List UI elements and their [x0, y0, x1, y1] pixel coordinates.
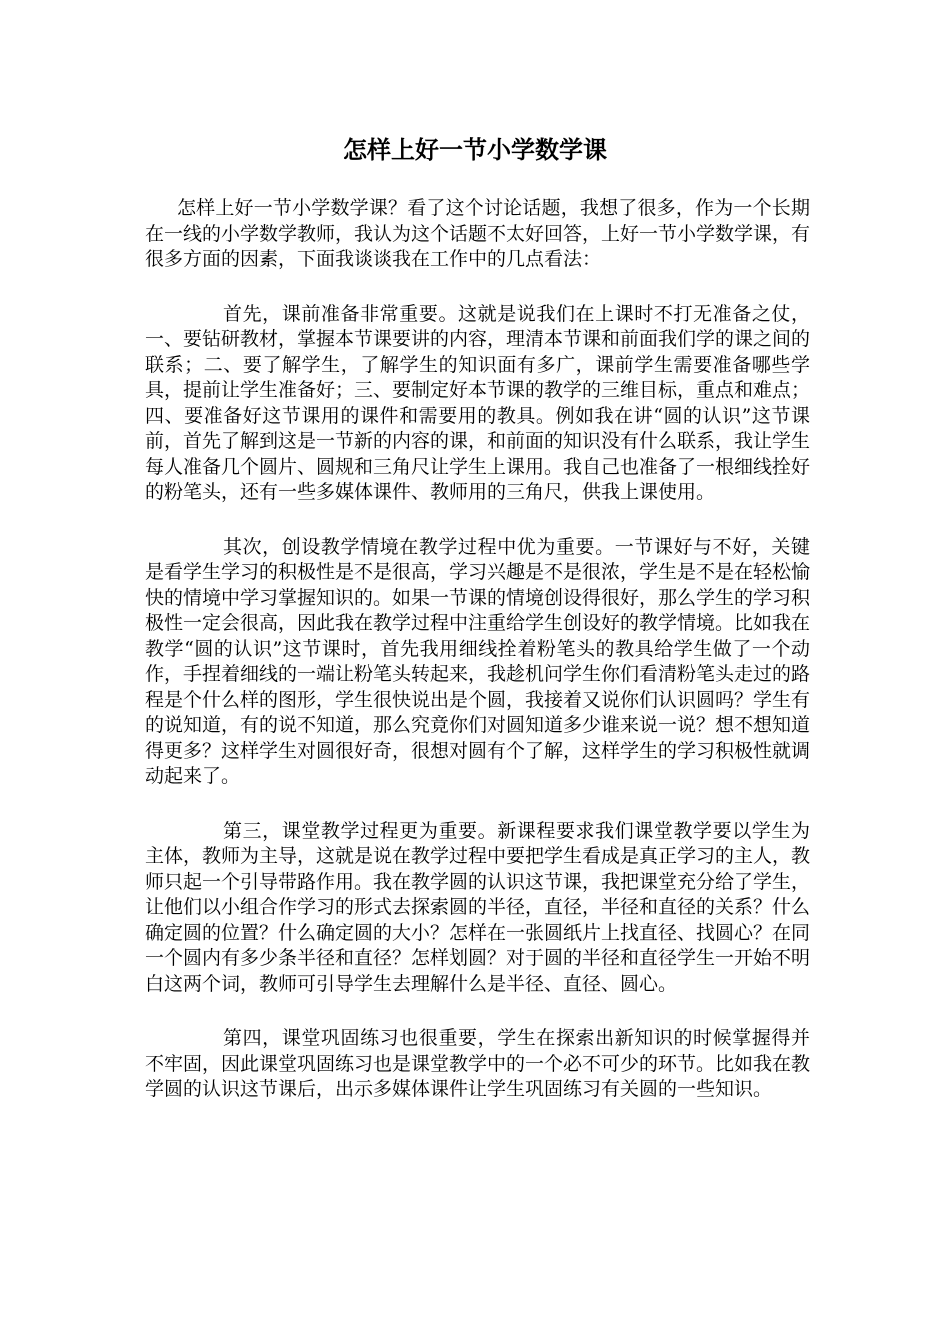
paragraph-first-point: 首先，课前准备非常重要。这就是说我们在上课时不打无准备之仗，一、要钻研教材，掌握本节课要讲的内容，理清本节课和前面我们学的课之间的联系；二、要了解学生，了解学生的知识面有多广，课前学生需要准备哪些学具，提前让学生准备好；三、要制定好本节课的教学的三维目标，重点和难点；四、要准备好这节课用的课件和需要用的教具。例如我在讲“圆的认识”这节课前，首先了解到这是一节新的内容的课，和前面的知识没有什么联系，我让学生每人准备几个圆片、圆规和三角尺让学生上课用。我自己也准备了一根细线拴好的粉笔头，还有一些多媒体课件、教师用的三角尺，供我上课使用。 [145, 302, 811, 503]
paragraph-second-point: 其次，创设教学情境在教学过程中优为重要。一节课好与不好，关键是看学生学习的积极性是不是很高，学习兴趣是不是很浓，学生是不是在轻松愉快的情境中学习掌握知识的。如果一节课的情境创设得很好，那么学生的学习积极性一定会很高，因此我在教学过程中注重给学生创设好的教学情境。比如我在教学“圆的认识”这节课时，首先我用细线拴着粉笔头的教具给学生做了一个动作，手捏着细线的一端让粉笔头转起来，我趁机问学生你们看清粉笔头走过的路程是个什么样的图形，学生很快说出是个圆，我接着又说你们认识圆吗？学生有的说知道，有的说不知道，那么究竟你们对圆知道多少谁来说一说？想不想知道得更多？这样学生对圆很好奇，很想对圆有个了解，这样学生的学习积极性就调动起来了。 [145, 535, 811, 787]
document-title: 怎样上好一节小学数学课 [343, 135, 607, 164]
paragraph-third-point: 第三，课堂教学过程更为重要。新课程要求我们课堂教学要以学生为主体，教师为主导，这就是说在教学过程中要把学生看成是真正学习的主人，教师只起一个引导带路作用。我在教学圆的认识这节课，我把课堂充分给了学生，让他们以小组合作学习的形式去探索圆的半径，直径，半径和直径的关系？什么确定圆的位置？什么确定圆的大小？怎样在一张圆纸片上找直径、找圆心？在同一个圆内有多少条半径和直径？怎样划圆？对于圆的半径和直径学生一开始不明白这两个词，教师可引导学生去理解什么是半径、直径、圆心。 [145, 819, 811, 995]
document-body [145, 196, 810, 1132]
paragraph-intro: 怎样上好一节小学数学课？看了这个讨论话题，我想了很多，作为一个长期在一线的小学数学教师，我认为这个话题不太好回答，上好一节小学数学课，有很多方面的因素，下面我谈谈我在工作中的几点看法： [145, 197, 811, 270]
paragraph-fourth-point: 第四，课堂巩固练习也很重要，学生在探索出新知识的时候掌握得并不牢固，因此课堂巩固练习也是课堂教学中的一个必不可少的环节。比如我在教学圆的认识这节课后，出示多媒体课件让学生巩固练习有关圆的一些知识。 [145, 1027, 811, 1100]
